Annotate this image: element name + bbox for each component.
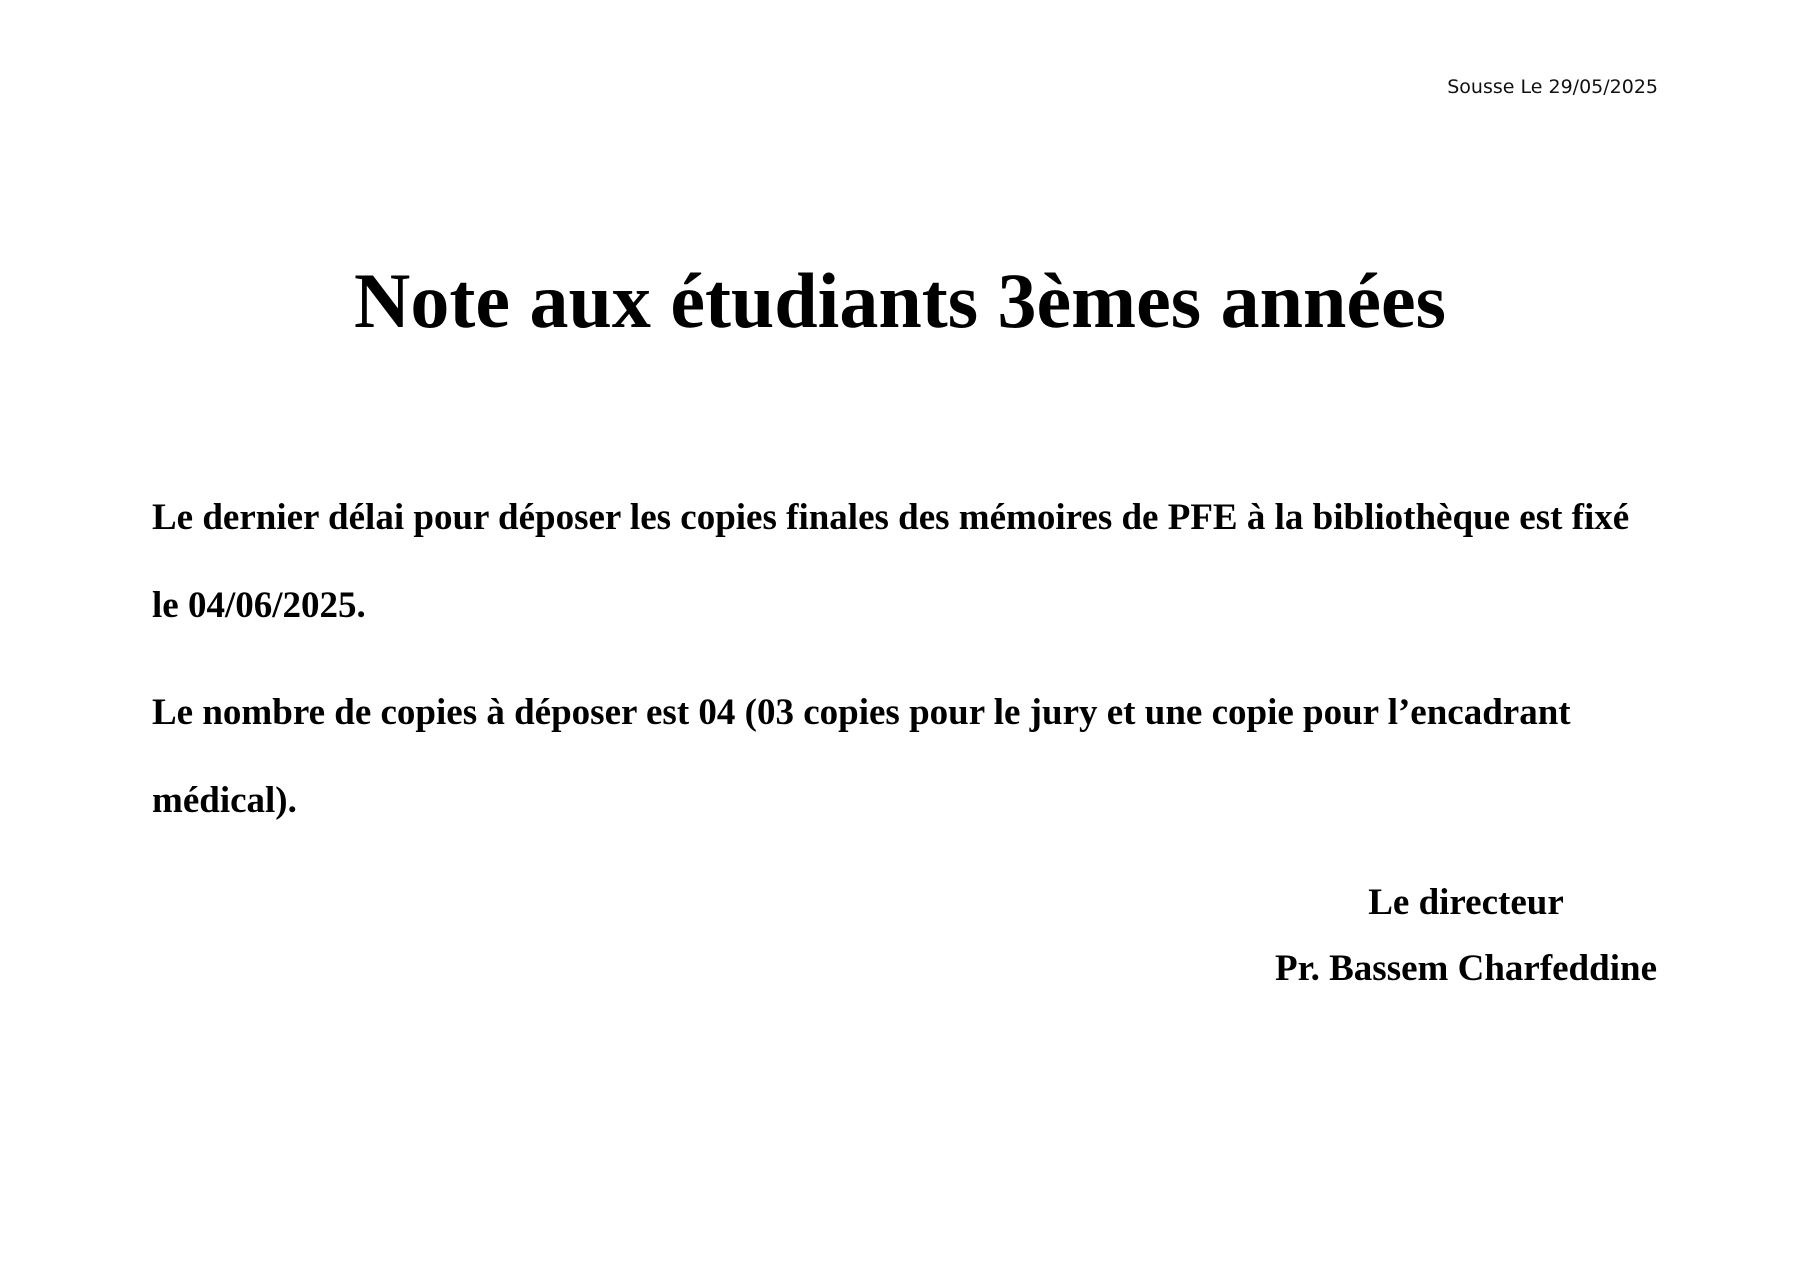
signature-block — [1275, 870, 1657, 1002]
signature-name: Pr. Bassem Charfeddine — [1275, 948, 1657, 989]
date-line: Sousse Le 29/05/2025 — [1447, 76, 1658, 98]
document-body — [152, 474, 1652, 864]
document-title: Note aux étudiants 3èmes années — [354, 257, 1446, 344]
signature-role: Le directeur — [1368, 882, 1564, 923]
paragraph-copies: Le nombre de copies à déposer est 04 (03 copies pour le jury et une copie pour l’encadrant médical). — [152, 692, 1571, 821]
paragraph-deadline: Le dernier délai pour déposer les copies finales des mémoires de PFE à la bibliothèque est fixé le 04/06/2025. — [152, 497, 1630, 626]
